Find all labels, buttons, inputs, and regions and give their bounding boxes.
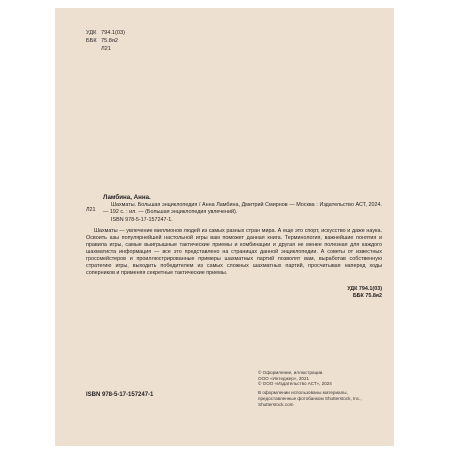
book-imprint-page: [55, 8, 394, 446]
copyright-credits: [258, 370, 388, 407]
author-mark: Л21: [101, 45, 111, 52]
credit-line-4: В оформлении использованы материалы,: [258, 390, 348, 396]
record-annotation: Шахматы — увлечение миллионов людей из самых разных стран мира. А еще это спорт, искусство и даже наука. Освоить азы популярнейшей настольной игры вам поможет данная книга. Терминология, важнейшие понятия и правила игры, самые выигрышные тактические приемы и комбинации и другая не менее полезная для каждого шахматиста информация — все это представлено на страницах данной энциклопедии. А советы от известных гроссмейстеров и проиллюстрированные примеры шахматных партий позволят вам, выработав собственную стратегию игры, выходить победителем из самых сложных шахматных партий, просчитывая наперед ходы соперников и применяя секретные тактические приемы.: [86, 227, 382, 276]
bbk-row: [86, 38, 125, 46]
record-bbk: ББК 75.8я2: [352, 292, 382, 299]
bibliographic-record: [86, 194, 382, 300]
record-title: Шахматы. Большая энциклопедия / Анна Ламбина, Дмитрий Смирнов — Москва : Издательство АСТ, 2024. — 192 с. : ил. — (Большая энциклопедия увлечений).: [103, 202, 382, 215]
credit-line-3: © ООО «Издательство АСТ», 2024: [258, 381, 332, 387]
credit-line-1: © Оформление, иллюстрации.: [258, 370, 324, 375]
credit-line-2: ООО «Интеджер», 2021: [258, 375, 310, 381]
record-author-mark: Л21: [86, 207, 96, 213]
record-author: Ламбина, Анна.: [103, 194, 151, 201]
bbk-label: ББК: [86, 37, 97, 44]
credit-line-5: предоставленные фотобанком Shutterstock, Inc.,: [258, 395, 362, 401]
credit-line-6: Shutterstock.com: [258, 401, 294, 407]
udk-label: УДК: [86, 30, 97, 36]
record-codes: [86, 286, 382, 300]
bbk-value: 75.8я2: [101, 37, 119, 44]
record-isbn: ISBN 978-5-17-157247-1.: [111, 216, 173, 223]
udk-value: 794.1(03): [101, 30, 125, 36]
catalog-codes: [86, 30, 125, 53]
footer-isbn: ISBN 978-5-17-157247-1: [86, 392, 154, 398]
author-mark-row: [86, 46, 125, 54]
udk-row: [86, 30, 125, 38]
record-udk: УДК 794.1(03): [347, 285, 382, 292]
